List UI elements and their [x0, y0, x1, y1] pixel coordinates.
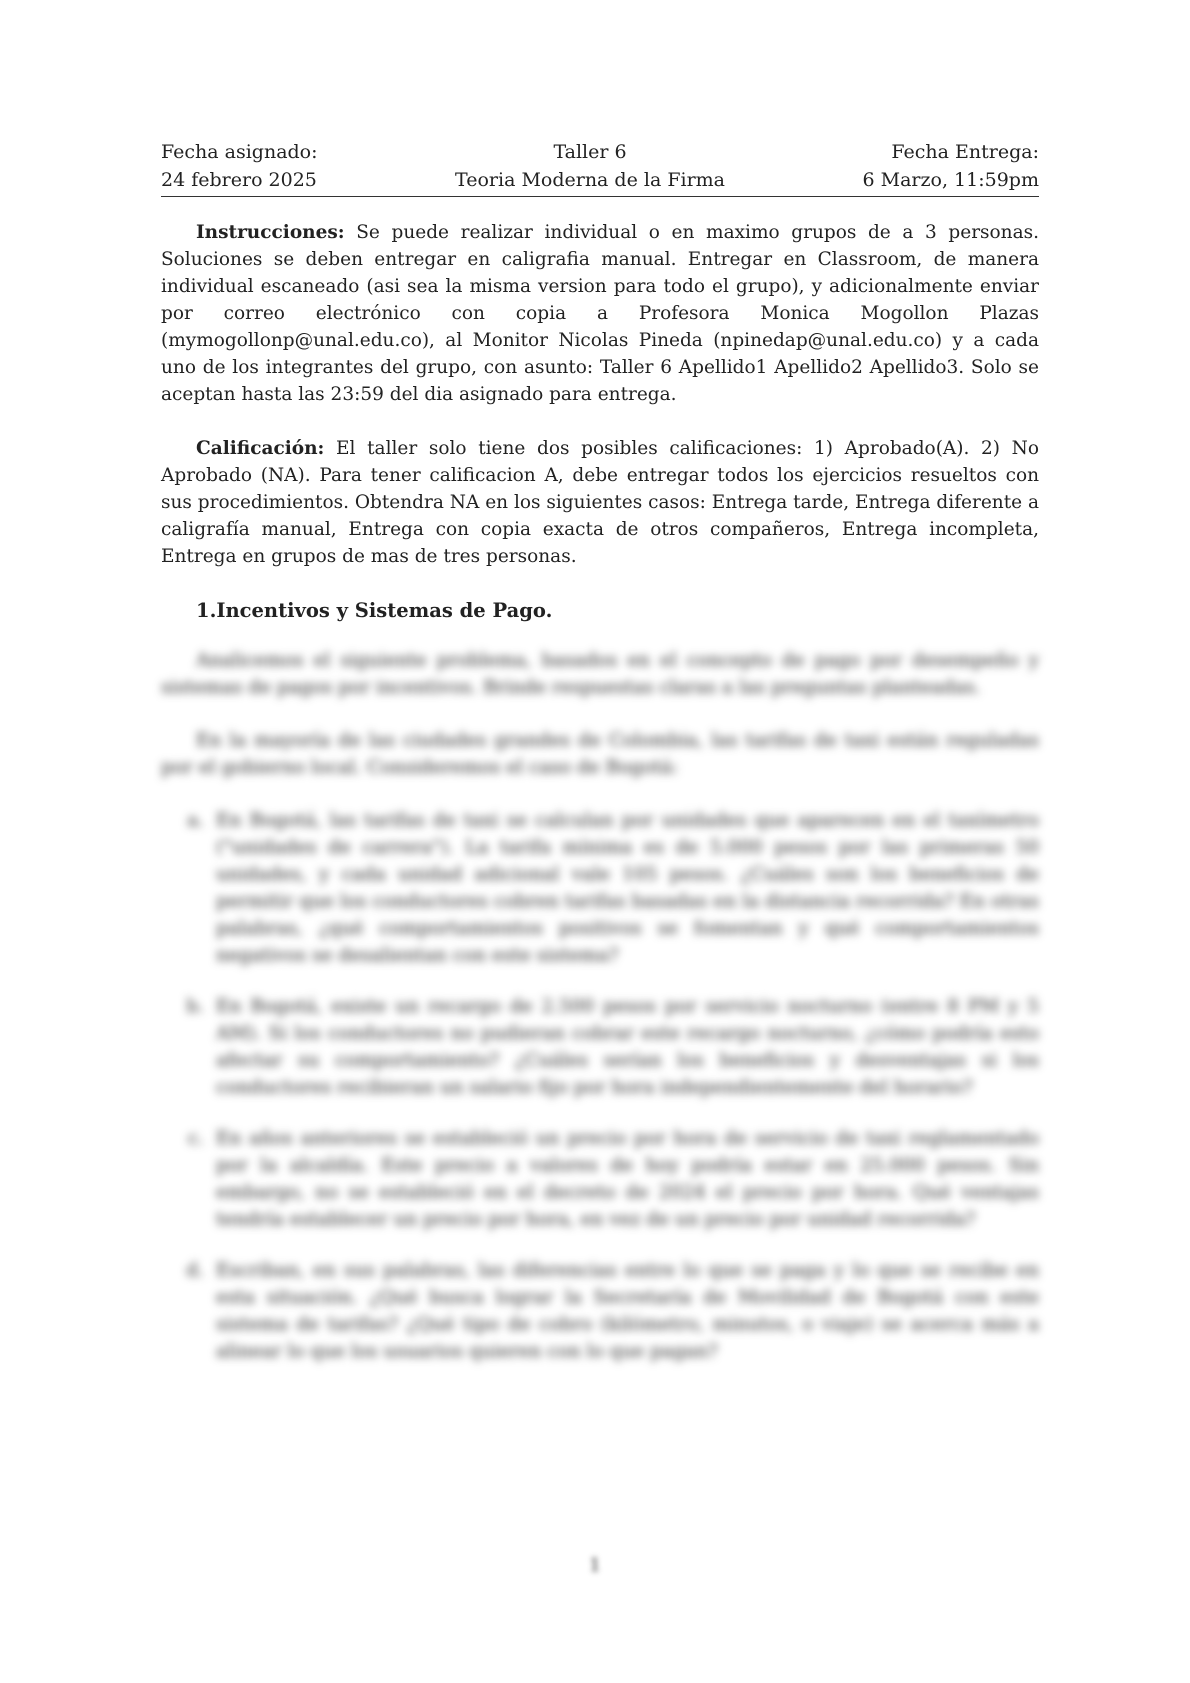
grading-text: El taller solo tiene dos posibles calificaciones: 1) Aprobado(A). 2) No Aprobado (NA). Para tener calificacion A, debe entregar todos los ejercicios resueltos con sus procedimientos. Obtendra NA en los siguientes casos: Entrega tarde, Entrega diferente a caligrafía manual, Entrega con copia exacta de otros compañeros, Entrega incompleta, Entrega en grupos de mas de tres personas.: [161, 438, 1039, 567]
header-due: [863, 138, 1039, 194]
question-text: Escriban, en sus palabras, las diferencias entre lo que se paga y lo que se recibe en esta situación. ¿Qué busca lograr la Secretaría de Movilidad de Bogotá con este sistema de tarifas? ¿Qué tipo de cobro (kilómetro, minutos, o viaje) se acerca más a alinear lo que los usuarios quieren con lo que pagan?: [216, 1260, 1039, 1362]
question-marker: d.: [186, 1260, 204, 1281]
question-list: [161, 807, 1039, 1365]
header-assigned: [161, 138, 318, 194]
question-item: [161, 807, 1039, 969]
problem-context: En la mayoría de las ciudades grandes de Colombia, las tarifas de taxi están reguladas por el gobierno local. Consideremos el caso de Bogotá:: [161, 730, 1039, 778]
page-number: 1: [589, 1555, 601, 1576]
question-item: [161, 1125, 1039, 1233]
course-name: Teoria Moderna de la Firma: [455, 169, 726, 191]
question-marker: c.: [187, 1128, 204, 1149]
blurred-content: [161, 647, 1039, 1365]
due-date: 6 Marzo, 11:59pm: [862, 169, 1039, 191]
question-text: En años anteriores se estableció un precio por hora de servicio de taxi reglamentado por la alcaldía. Este precio a valores de hoy podría estar en 25.000 pesos. Sin embargo, no se estableció en el decreto de 2024 el precio por hora. Qué ventajas tendría establecer un precio por hora, en vez de un precio por unidad recorrida?: [216, 1128, 1039, 1230]
grading-paragraph: [161, 435, 1039, 570]
due-label: Fecha Entrega:: [891, 141, 1039, 163]
document-header: [161, 138, 1039, 197]
question-text: En Bogotá, existe un recargo de 2.500 pesos por servicio nocturno (entre 8 PM y 5 AM). Si los conductores no pudieran cobrar este recargo nocturno, ¿cómo podría esto afectar su comportamiento? ¿Cuáles serían los beneficios y desventajas si los conductores recibieran un salario fijo por hora independientemente del horario?: [216, 996, 1039, 1098]
assigned-label: Fecha asignado:: [161, 141, 318, 163]
instructions-text: Se puede realizar individual o en maximo grupos de a 3 personas. Soluciones se deben entregar en caligrafia manual. Entregar en Classroom, de manera individual escaneado (asi sea la misma version para todo el grupo), y adicionalmente enviar por correo electrónico con copia a Profesora Monica Mogollon Plazas (mymogollonp@unal.edu.co), al Monitor Nicolas Pineda (npinedap@unal.edu.co) y a cada uno de los integrantes del grupo, con asunto: Taller 6 Apellido1 Apellido2 Apellido3. Solo se aceptan hasta las 23:59 del dia asignado para entrega.: [161, 222, 1039, 405]
question-item: [161, 993, 1039, 1101]
document-page: [161, 138, 1039, 1389]
assigned-date: 24 febrero 2025: [161, 169, 317, 191]
question-text: En Bogotá, las tarifas de taxi se calculan por unidades que aparecen en el taxímetro ("unidades de carrera"). La tarifa mínima es de 5.000 pesos por las primeras 50 unidades, y cada unidad adicional vale 105 pesos. ¿Cuáles son los beneficios de permitir que los conductores cobren tarifas basadas en la distancia recorrida? En otras palabras, ¿qué comportamientos positivos se fomentan y qué comportamientos negativos se desalientan con este sistema?: [216, 810, 1039, 966]
question-marker: a.: [187, 810, 204, 831]
document-title: Taller 6: [553, 141, 627, 163]
question-marker: b.: [186, 996, 204, 1017]
question-item: [161, 1257, 1039, 1365]
header-title-block: [455, 138, 725, 194]
problem-intro: Analicemos el siguiente problema, basados en el concepto de pago por desempeño y sistemas de pagos por incentivos. Brinde respuestas claras a las preguntas planteadas.: [161, 650, 1039, 698]
instructions-label: Instrucciones:: [196, 222, 345, 243]
grading-label: Calificación:: [196, 438, 325, 459]
section-title: 1.Incentivos y Sistemas de Pago.: [196, 599, 553, 622]
instructions-paragraph: [161, 219, 1039, 408]
